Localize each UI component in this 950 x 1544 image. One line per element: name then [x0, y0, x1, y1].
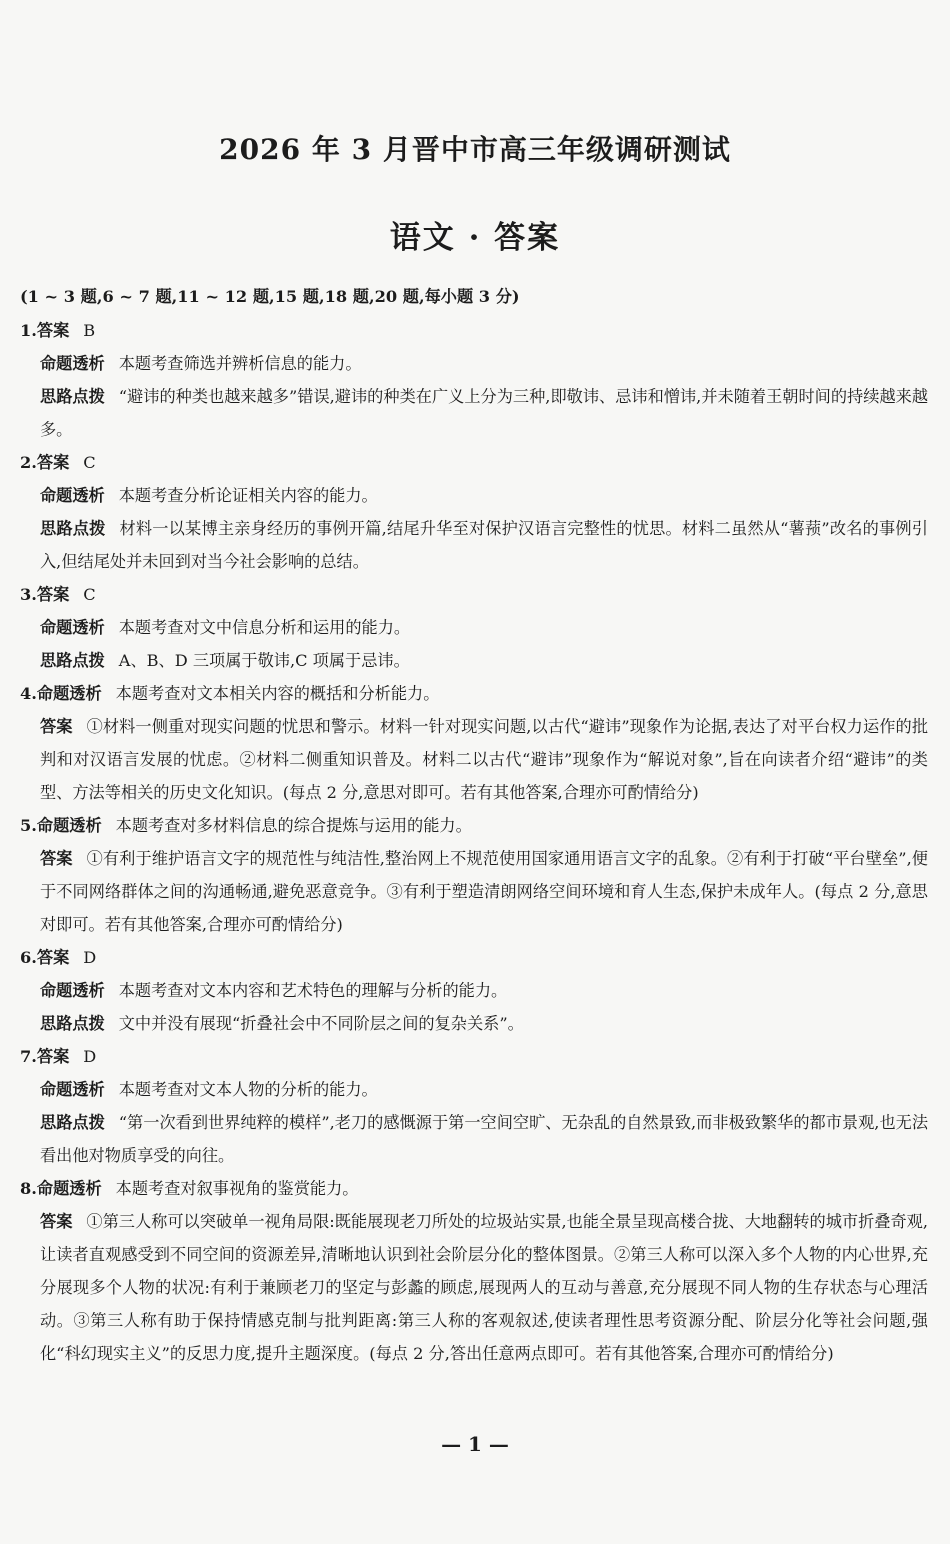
hint-text: “第一次看到世界纯粹的模样”,老刀的感慨源于第一空间空旷、无杂乱的自然景致,而非极致繁华的都市景观,也无法看出他对物质享受的向往。: [40, 1113, 929, 1165]
question-5-answer: [20, 842, 928, 941]
answer-value: D: [83, 948, 97, 967]
question-number: 1.: [20, 321, 37, 340]
analysis-text: 本题考查分析论证相关内容的能力。: [118, 486, 378, 505]
question-3-answer: [20, 578, 928, 611]
analysis-label: 命题透析: [36, 684, 102, 703]
question-7-hint: [20, 1106, 928, 1172]
analysis-label: 命题透析: [40, 618, 105, 637]
question-6-hint: [20, 1007, 928, 1040]
answer-label: 答案: [36, 453, 70, 472]
question-7-answer: [20, 1040, 928, 1073]
question-2-analysis: [20, 479, 928, 512]
hint-label: 思路点拨: [40, 387, 105, 406]
document-subtitle: 语文 · 答案: [389, 220, 561, 256]
hint-label: 思路点拨: [40, 1014, 105, 1033]
question-1-answer: [20, 314, 928, 347]
document-title: 2026 年 3 月晋中市高三年级调研测试: [219, 133, 731, 166]
question-5-analysis: [20, 809, 928, 842]
analysis-label: 命题透析: [40, 1080, 105, 1099]
answer-label: 答案: [40, 1212, 73, 1231]
question-2-answer: [20, 446, 928, 479]
analysis-text: 本题考查筛选并辨析信息的能力。: [118, 354, 362, 373]
analysis-label: 命题透析: [40, 354, 105, 373]
question-3-hint: [20, 644, 928, 677]
question-8-analysis: [20, 1172, 928, 1205]
question-2-hint: [20, 512, 928, 578]
analysis-text: 本题考查对文中信息分析和运用的能力。: [118, 618, 411, 637]
answer-content: [20, 284, 928, 1370]
answer-value: C: [83, 453, 96, 472]
answer-value: D: [83, 1047, 97, 1066]
question-number: 8.: [20, 1179, 37, 1198]
question-4-analysis: [20, 677, 928, 710]
analysis-text: 本题考查对多材料信息的综合提炼与运用的能力。: [115, 816, 472, 835]
hint-text: “避讳的种类也越来越多”错误,避讳的种类在广义上分为三种,即敬讳、忌讳和憎讳,并未随着王朝时间的持续越来越多。: [40, 387, 929, 439]
question-4-answer: [20, 710, 928, 809]
analysis-text: 本题考查对叙事视角的鉴赏能力。: [115, 1179, 359, 1198]
question-1-analysis: [20, 347, 928, 380]
question-6-answer: [20, 941, 928, 974]
answer-text: ①材料一侧重对现实问题的忧思和警示。材料一针对现实问题,以古代“避讳”现象作为论据,表达了对平台权力运作的批判和对汉语言发展的忧虑。②材料二侧重知识普及。材料二以古代“避讳”现象作为“解说对象”,旨在向读者介绍“避讳”的类型、方法等相关的历史文化知识。(每点 2 分,意思对即可。若有其他答案,合理亦可酌情给分): [40, 717, 929, 802]
answer-label: 答案: [36, 1047, 70, 1066]
hint-text: 材料一以某博主亲身经历的事例开篇,结尾升华至对保护汉语言完整性的忧思。材料二虽然从“薯蓣”改名的事例引入,但结尾处并未回到对当今社会影响的总结。: [40, 519, 928, 571]
hint-label: 思路点拨: [40, 651, 105, 670]
scoring-note: (1 ~ 3 题,6 ~ 7 题,11 ~ 12 题,15 题,18 题,20 题,每小题 3 分): [20, 287, 520, 306]
analysis-text: 本题考查对文本内容和艺术特色的理解与分析的能力。: [118, 981, 508, 1000]
analysis-label: 命题透析: [40, 486, 105, 505]
answer-label: 答案: [36, 585, 70, 604]
hint-text: 文中并没有展现“折叠社会中不同阶层之间的复杂关系”。: [118, 1014, 524, 1033]
question-7-analysis: [20, 1073, 928, 1106]
page-number: — 1 —: [441, 1432, 509, 1456]
question-6-analysis: [20, 974, 928, 1007]
question-number: 3.: [20, 585, 37, 604]
answer-label: 答案: [40, 717, 73, 736]
hint-label: 思路点拨: [40, 519, 106, 538]
analysis-text: 本题考查对文本人物的分析的能力。: [118, 1080, 378, 1099]
analysis-label: 命题透析: [36, 816, 102, 835]
question-8-answer: [20, 1205, 928, 1370]
question-number: 5.: [20, 816, 37, 835]
question-3-analysis: [20, 611, 928, 644]
analysis-label: 命题透析: [40, 981, 105, 1000]
question-number: 6.: [20, 948, 37, 967]
analysis-label: 命题透析: [36, 1179, 102, 1198]
hint-text: A、B、D 三项属于敬讳,C 项属于忌讳。: [118, 651, 410, 670]
question-number: 2.: [20, 453, 37, 472]
question-number: 7.: [20, 1047, 37, 1066]
answer-text: ①有利于维护语言文字的规范性与纯洁性,整治网上不规范使用国家通用语言文字的乱象。②有利于打破“平台壁垒”,便于不同网络群体之间的沟通畅通,避免恶意竞争。③有利于塑造清朗网络空间环境和育人生态,保护未成年人。(每点 2 分,意思对即可。若有其他答案,合理亦可酌情给分): [40, 849, 928, 934]
analysis-text: 本题考查对文本相关内容的概括和分析能力。: [115, 684, 440, 703]
answer-label: 答案: [36, 321, 70, 340]
answer-value: B: [83, 321, 96, 340]
answer-label: 答案: [40, 849, 73, 868]
question-number: 4.: [20, 684, 37, 703]
hint-label: 思路点拨: [40, 1113, 105, 1132]
answer-text: ①第三人称可以突破单一视角局限:既能展现老刀所处的垃圾站实景,也能全景呈现高楼合拢、大地翻转的城市折叠奇观,让读者直观感受到不同空间的资源差异,清晰地认识到社会阶层分化的整体图景。②第三人称可以深入多个人物的内心世界,充分展现多个人物的状况:有利于兼顾老刀的坚定与彭蠡的顾虑,展现两人的互动与善意,充分展现不同人物的生存状态与心理活动。③第三人称有助于保持情感克制与批判距离:第三人称的客观叙述,使读者理性思考资源分配、阶层分化等社会问题,强化“科幻现实主义”的反思力度,提升主题深度。(每点 2 分,答出任意两点即可。若有其他答案,合理亦可酌情给分): [40, 1212, 928, 1363]
answer-value: C: [83, 585, 96, 604]
question-1-hint: [20, 380, 928, 446]
answer-label: 答案: [36, 948, 70, 967]
